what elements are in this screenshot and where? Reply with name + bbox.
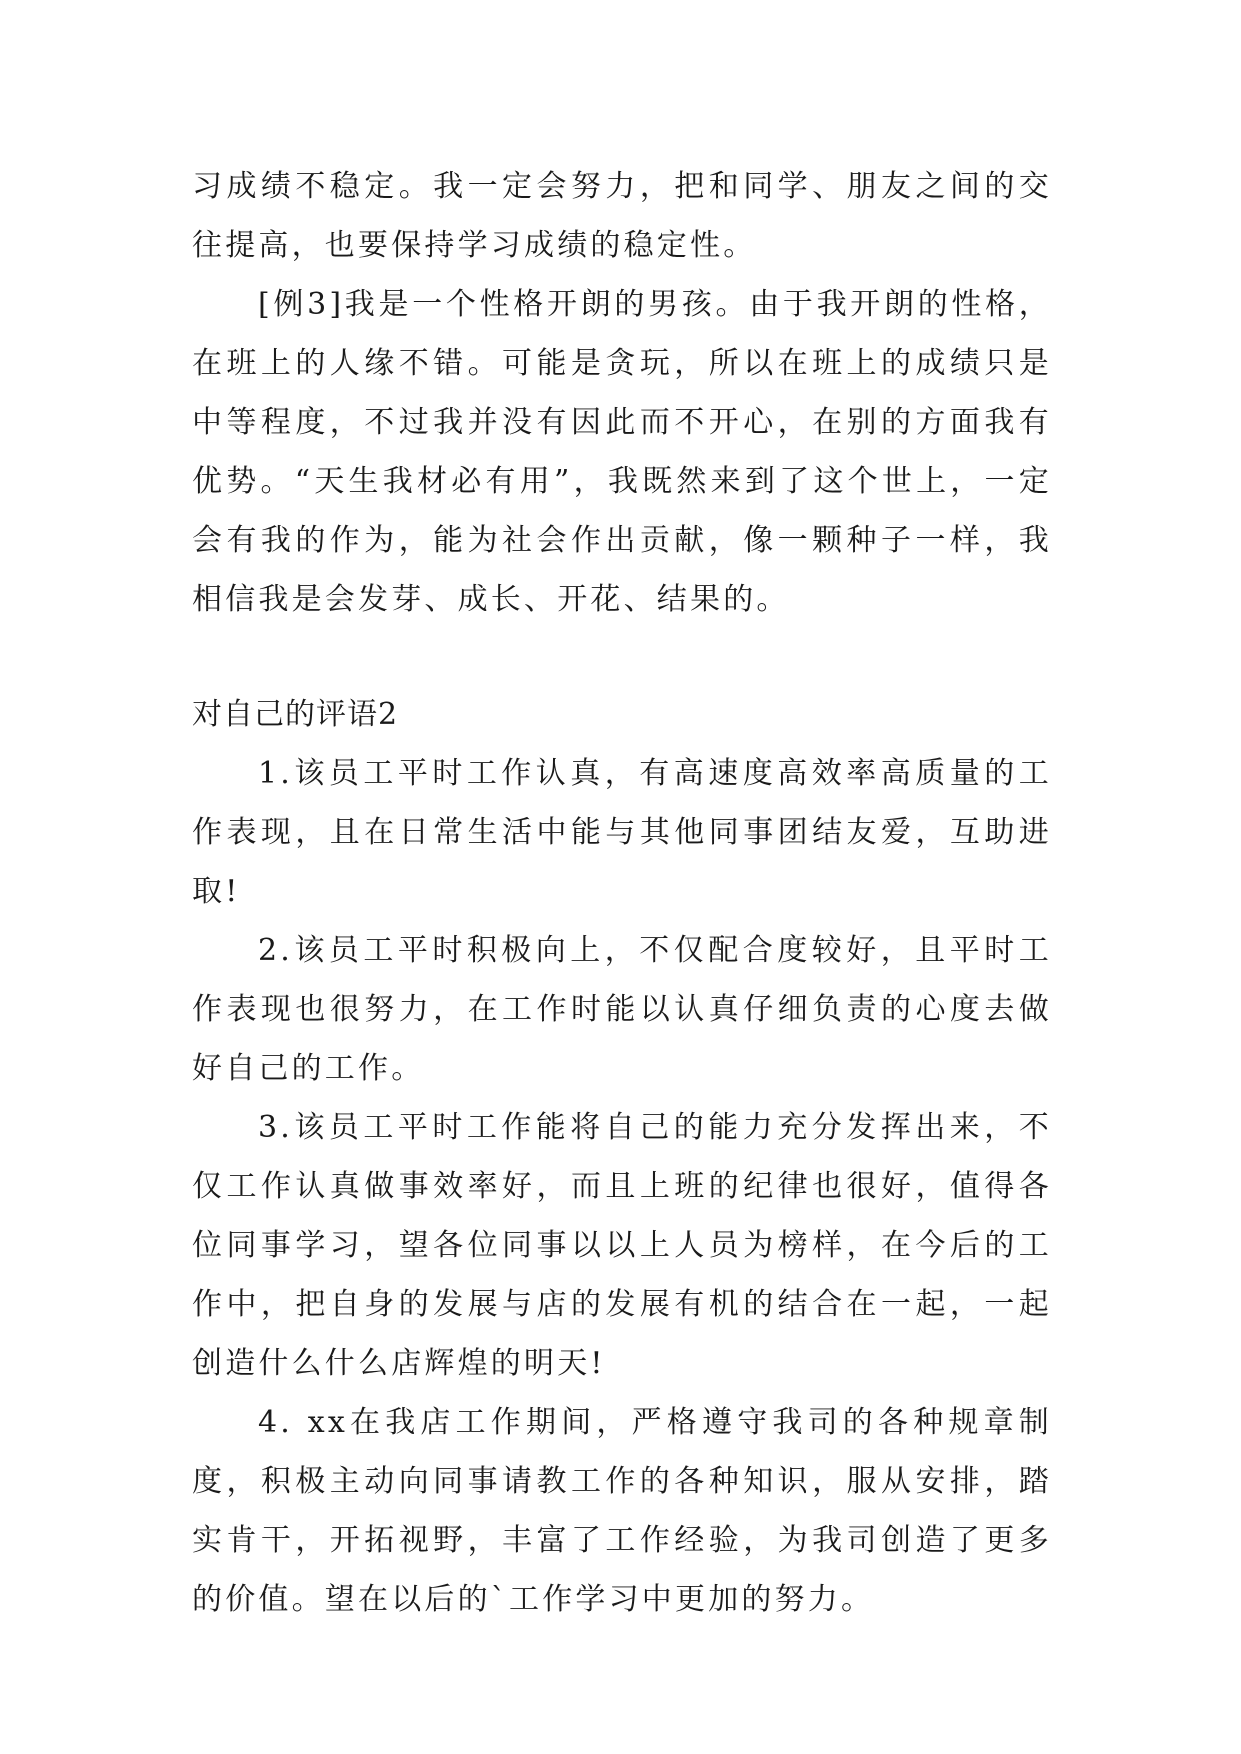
document-body [192,157,1052,1629]
section-spacer [192,629,1052,685]
list-item: 1.该员工平时工作认真，有高速度高效率高质量的工作表现，且在日常生活中能与其他同事团结友爱，互助进取! [192,756,1052,909]
list-item: 4. xx在我店工作期间，严格遵守我司的各种规章制度，积极主动向同事请教工作的各种知识，服从安排，踏实肯干，开拓视野，丰富了工作经验，为我司创造了更多的价值。望在以后的`工作学习中更加的努力。 [192,1405,1052,1617]
example-3-paragraph: [例3]我是一个性格开朗的男孩。由于我开朗的性格，在班上的人缘不错。可能是贪玩，所以在班上的成绩只是中等程度，不过我并没有因此而不开心，在别的方面我有优势。“天生我材必有用”，我既然来到了这个世上，一定会有我的作为，能为社会作出贡献，像一颗种子一样，我相信我是会发芽、成长、开花、结果的。 [192,287,1052,617]
list-item: 3.该员工平时工作能将自己的能力充分发挥出来，不仅工作认真做事效率好，而且上班的纪律也很好，值得各位同事学习，望各位同事以以上人员为榜样，在今后的工作中，把自身的发展与店的发展有机的结合在一起，一起创造什么什么店辉煌的明天! [192,1110,1052,1381]
continuation-paragraph: 习成绩不稳定。我一定会努力，把和同学、朋友之间的交往提高，也要保持学习成绩的稳定性。 [192,169,1052,263]
list-item: 2.该员工平时积极向上，不仅配合度较好，且平时工作表现也很努力，在工作时能以认真仔细负责的心度去做好自己的工作。 [192,933,1052,1086]
section-title: 对自己的评语2 [192,697,399,732]
